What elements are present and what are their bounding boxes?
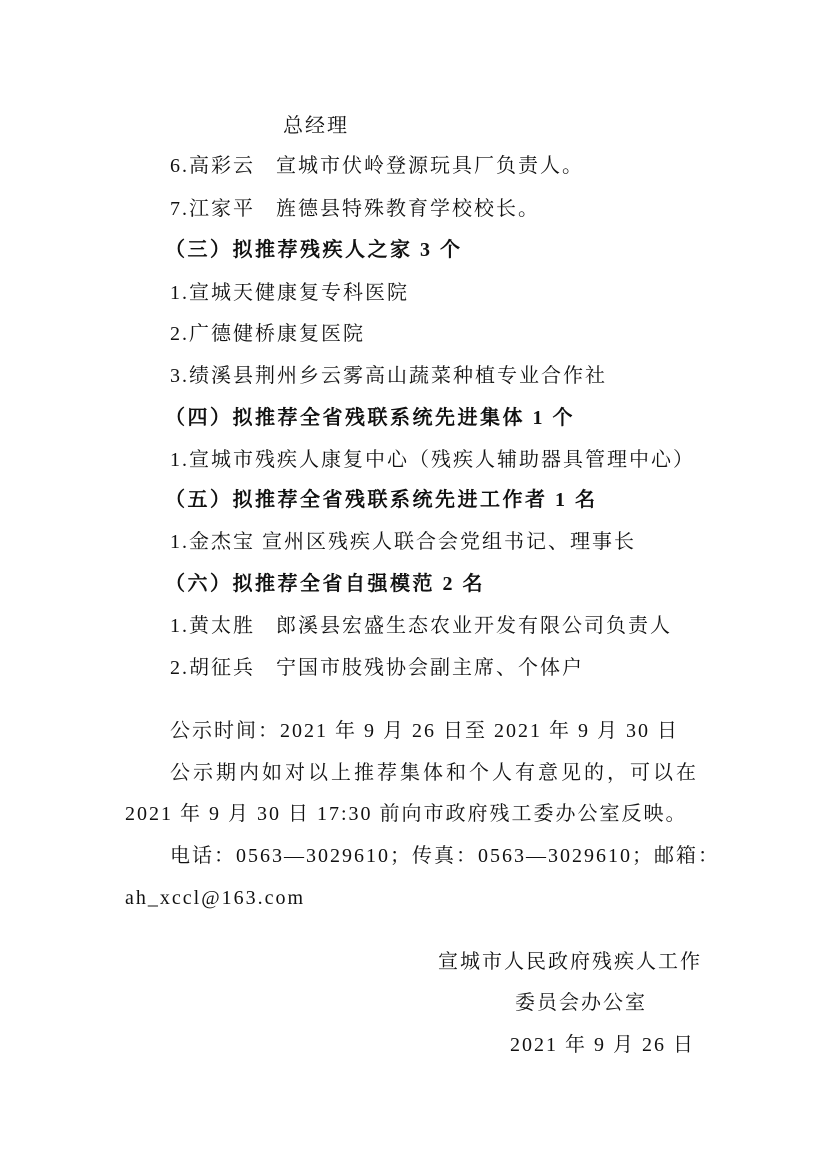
list-item: 1.金杰宝 宣州区残疾人联合会党组书记、理事长 [170,531,636,553]
section-heading-3: （三）拟推荐残疾人之家 3 个 [165,239,463,261]
list-item: 2.胡征兵 宁国市肢残协会副主席、个体户 [170,657,584,679]
section-heading-6: （六）拟推荐全省自强模范 2 名 [165,573,485,595]
list-item: 3.绩溪县荆州乡云雾高山蔬菜种植专业合作社 [170,365,607,387]
list-item: 7.江家平 旌德县特殊教育学校校长。 [170,198,540,220]
list-item: 2.广德健桥康复医院 [170,323,365,345]
notice-period: 公示时间：2021 年 9 月 26 日至 2021 年 9 月 30 日 [170,720,679,742]
signature-date: 2021 年 9 月 26 日 [510,1034,695,1056]
contact-email: ah_xccl@163.com [125,887,306,909]
section-heading-4: （四）拟推荐全省残联系统先进集体 1 个 [165,407,575,429]
signature-org-line1: 宣城市人民政府残疾人工作 [438,951,702,973]
list-item: 1.宣城市残疾人康复中心（残疾人辅助器具管理中心） [170,449,695,471]
section-heading-5: （五）拟推荐全省残联系统先进工作者 1 名 [165,489,598,511]
continuation-text: 总经理 [283,115,349,137]
signature-org-line2: 委员会办公室 [515,992,647,1014]
contact-info: 电话：0563—3029610；传真：0563—3029610；邮箱： [170,845,720,867]
list-item: 1.黄太胜 郎溪县宏盛生态农业开发有限公司负责人 [170,615,672,637]
notice-paragraph-line: 2021 年 9 月 30 日 17:30 前向市政府残工委办公室反映。 [125,803,688,825]
list-item: 1.宣城天健康复专科医院 [170,282,409,304]
notice-paragraph-line: 公示期内如对以上推荐集体和个人有意见的，可以在 [170,762,699,784]
list-item: 6.高彩云 宣城市伏岭登源玩具厂负责人。 [170,155,584,177]
